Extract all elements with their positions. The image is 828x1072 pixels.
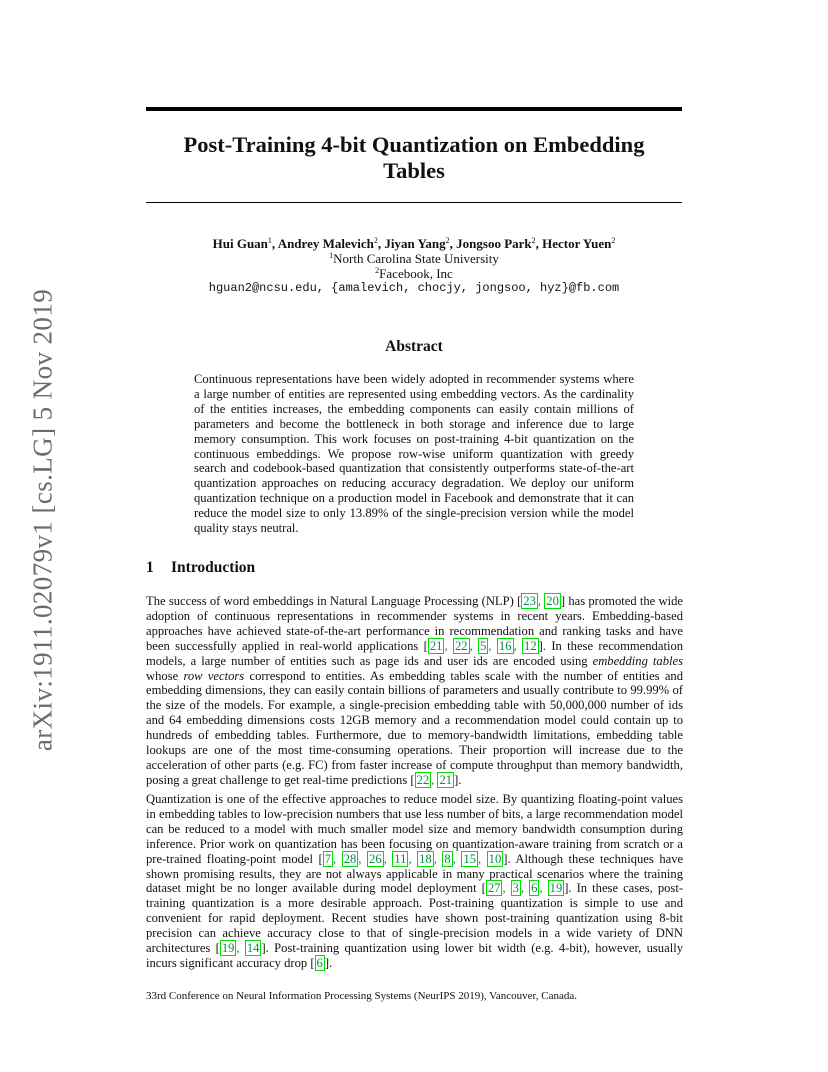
citation-26[interactable]: 26 [369,851,382,866]
p1-text-5: correspond to entities. As embedding tables scale with the number of entities and embedding dimensions, they can easily contain billions of parameters and usually contribute to 99.99% of the size of the models. For example, a single-precision embedding table with 50,000,000 number of ids and 64 embedding dimensions costs 12GB memory and a recommendation model could contain up to hundreds of embedding tables. Furthermore, due to memory-bandwidth limitations, embedding table lookups are one of the most time-consuming operations. Their proportion will increase due to the acceleration of other parts (e.g. FC) from faster increase of compute throughput than memory bandwidth, posing a great challenge to get real-time predictions [ [146,668,684,787]
title-line-1: Post-Training 4-bit Quantization on Embedding [183,132,645,157]
p1-text-6: ]. [454,772,462,787]
affiliation-2-name: Facebook, Inc [379,266,453,281]
section-title: Introduction [171,559,256,576]
abstract-heading: Abstract [385,338,443,355]
p2-text-4: ]. Post-training quantization using lower bit width (e.g. 4-bit), however, usually incurs significant accuracy drop [ [146,941,683,970]
title-top-rule [146,107,682,111]
author-3-affil: 2 [445,236,450,245]
citation-23[interactable]: 23 [523,594,536,608]
citation[interactable]: 27 , 3 , 6 , 19 [487,881,563,896]
citation-11[interactable]: 11 [394,851,407,866]
citation-10[interactable]: 10 [488,851,502,866]
citation-5[interactable]: 5 [480,638,487,653]
affiliation-1-name: North Carolina State University [333,251,499,266]
citation-16[interactable]: 16 [498,638,512,653]
citation-19[interactable]: 19 [549,881,563,896]
citation-15[interactable]: 15 [463,851,476,866]
author-5-affil: 2 [611,236,616,245]
citation-22[interactable]: 22 [454,638,468,653]
affiliation-2-marker: 2 [375,266,380,275]
author-4-affil: 2 [531,236,536,245]
emphasis-embedding-tables: embedding tables [592,653,683,668]
p1-text-3: ]. In these recommendation models, a large number of entities such as page ids and user ids are encoded using [146,638,684,668]
citation[interactable]: 19 , 14 [221,941,260,956]
citation-21[interactable]: 21 [439,772,453,787]
citation[interactable] [315,955,325,971]
author-5: , Hector Yuen [535,236,612,251]
citation[interactable]: 23 , 20 [523,594,559,608]
citation-20[interactable]: 20 [546,594,559,608]
citation[interactable]: 21 , 22 , 5 , 16 , 12 [429,638,537,653]
affiliation-1-marker: 1 [329,251,334,260]
author-3: , Jiyan Yang [377,236,446,251]
citation-12[interactable]: 12 [524,638,537,653]
citation-14[interactable]: 14 [246,941,260,956]
p2-text-1: Quantization is one of the effective approaches to reduce model size. By quantizing floating-point values in embedding tables to low-precision numbers that use less number of bits, a large recommendation model can be reduced to a model with much smaller model size and memory bandwidth consumption during inference. Prior work on quantization has been focusing on quantization-aware training from scratch or a pre-trained floating-point model [ [146,792,683,866]
section-heading [146,559,255,577]
p1-text-2: ] has promoted the wide adoption of continuous representations in recommender systems in recent years. Embedding-based approaches have achieved state-of-the-art performance in recommendation and ranking tasks and have been successfully applied in real-world applications [ [146,594,684,653]
p2-text-3: ]. In these cases, post-training quantization is a more desirable approach. Post-training quantization is simple to use and convenient for rapid deployment. Recent studies have shown post-training quantization using 8-bit precision can achieve accuracy close to that of single-precision models in a wide variety of DNN architectures [ [146,881,684,956]
affiliation-2 [146,266,682,281]
p2-text-5: ]. [324,955,333,970]
citation[interactable]: 22 , 21 [416,772,453,787]
intro-paragraph-1 [146,594,683,788]
title-line-2: Tables [383,158,445,183]
citation-28[interactable]: 28 [343,851,357,866]
emphasis-row-vectors: row vectors [183,668,245,683]
citation-19[interactable]: 19 [221,941,235,956]
arxiv-identifier-watermark: arXiv:1911.02079v1 [cs.LG] 5 Nov 2019 [27,288,58,752]
citation-18[interactable]: 18 [419,851,432,866]
citation-3[interactable]: 3 [512,881,519,896]
p2-text-2: ]. Although these techniques have shown promising results, they are not always applicable in many practical scenarios where the training dataset might be no longer available during model deployment [ [146,851,684,896]
author-2-affil: 2 [373,236,378,245]
abstract-text: Continuous representations have been widely adopted in recommender systems where a large number of entities are represented using embedding vectors. As the cardinality of the entities increases, the embedding components can easily contain millions of parameters and become the bottleneck in both storage and inference due to large memory consumption. This work focuses on post-training 4-bit quantization on the continuous embeddings. We propose row-wise uniform quantization with greedy search and codebook-based quantization that consistently outperforms state-of-the-art quantization approaches on reducing accuracy degradation. We deploy our uniform quantization technique on a production model in Facebook and demonstrate that it can reduce the model size to only 13.89% of the single-precision version while the model quality stays neutral. [194,372,634,536]
citation-6[interactable]: 6 [316,955,323,970]
author-1-affil: 1 [267,236,272,245]
p1-text-4: whose [146,668,184,683]
author-1: Hui Guan [212,236,268,251]
author-emails: hguan2@ncsu.edu, {amalevich, chocjy, jongsoo, hyz}@fb.com [208,281,620,295]
citation-8[interactable]: 8 [444,851,451,866]
affiliation-1 [146,251,682,266]
author-block [146,236,682,296]
author-names [146,236,682,251]
citation-27[interactable]: 27 [487,881,501,896]
citation-22[interactable]: 22 [416,772,430,787]
author-4: , Jongsoo Park [449,236,532,251]
title-bottom-rule [146,202,682,203]
intro-paragraph-2 [146,792,683,971]
conference-footnote: 33rd Conference on Neural Information Processing Systems (NeurIPS 2019), Vancouver, Canada. [146,990,578,1002]
paper-title [146,132,682,184]
citation-21[interactable]: 21 [429,638,443,653]
section-number: 1 [146,559,154,576]
citation-7[interactable]: 7 [324,851,332,866]
citation[interactable]: 7 , 28 , 26 , 11 , 18 , 8 , 15 , 10 [324,851,502,866]
author-2: , Andrey Malevich [271,236,374,251]
p1-text-1: The success of word embeddings in Natural Language Processing (NLP) [ [146,594,522,608]
citation-6[interactable]: 6 [531,881,538,896]
